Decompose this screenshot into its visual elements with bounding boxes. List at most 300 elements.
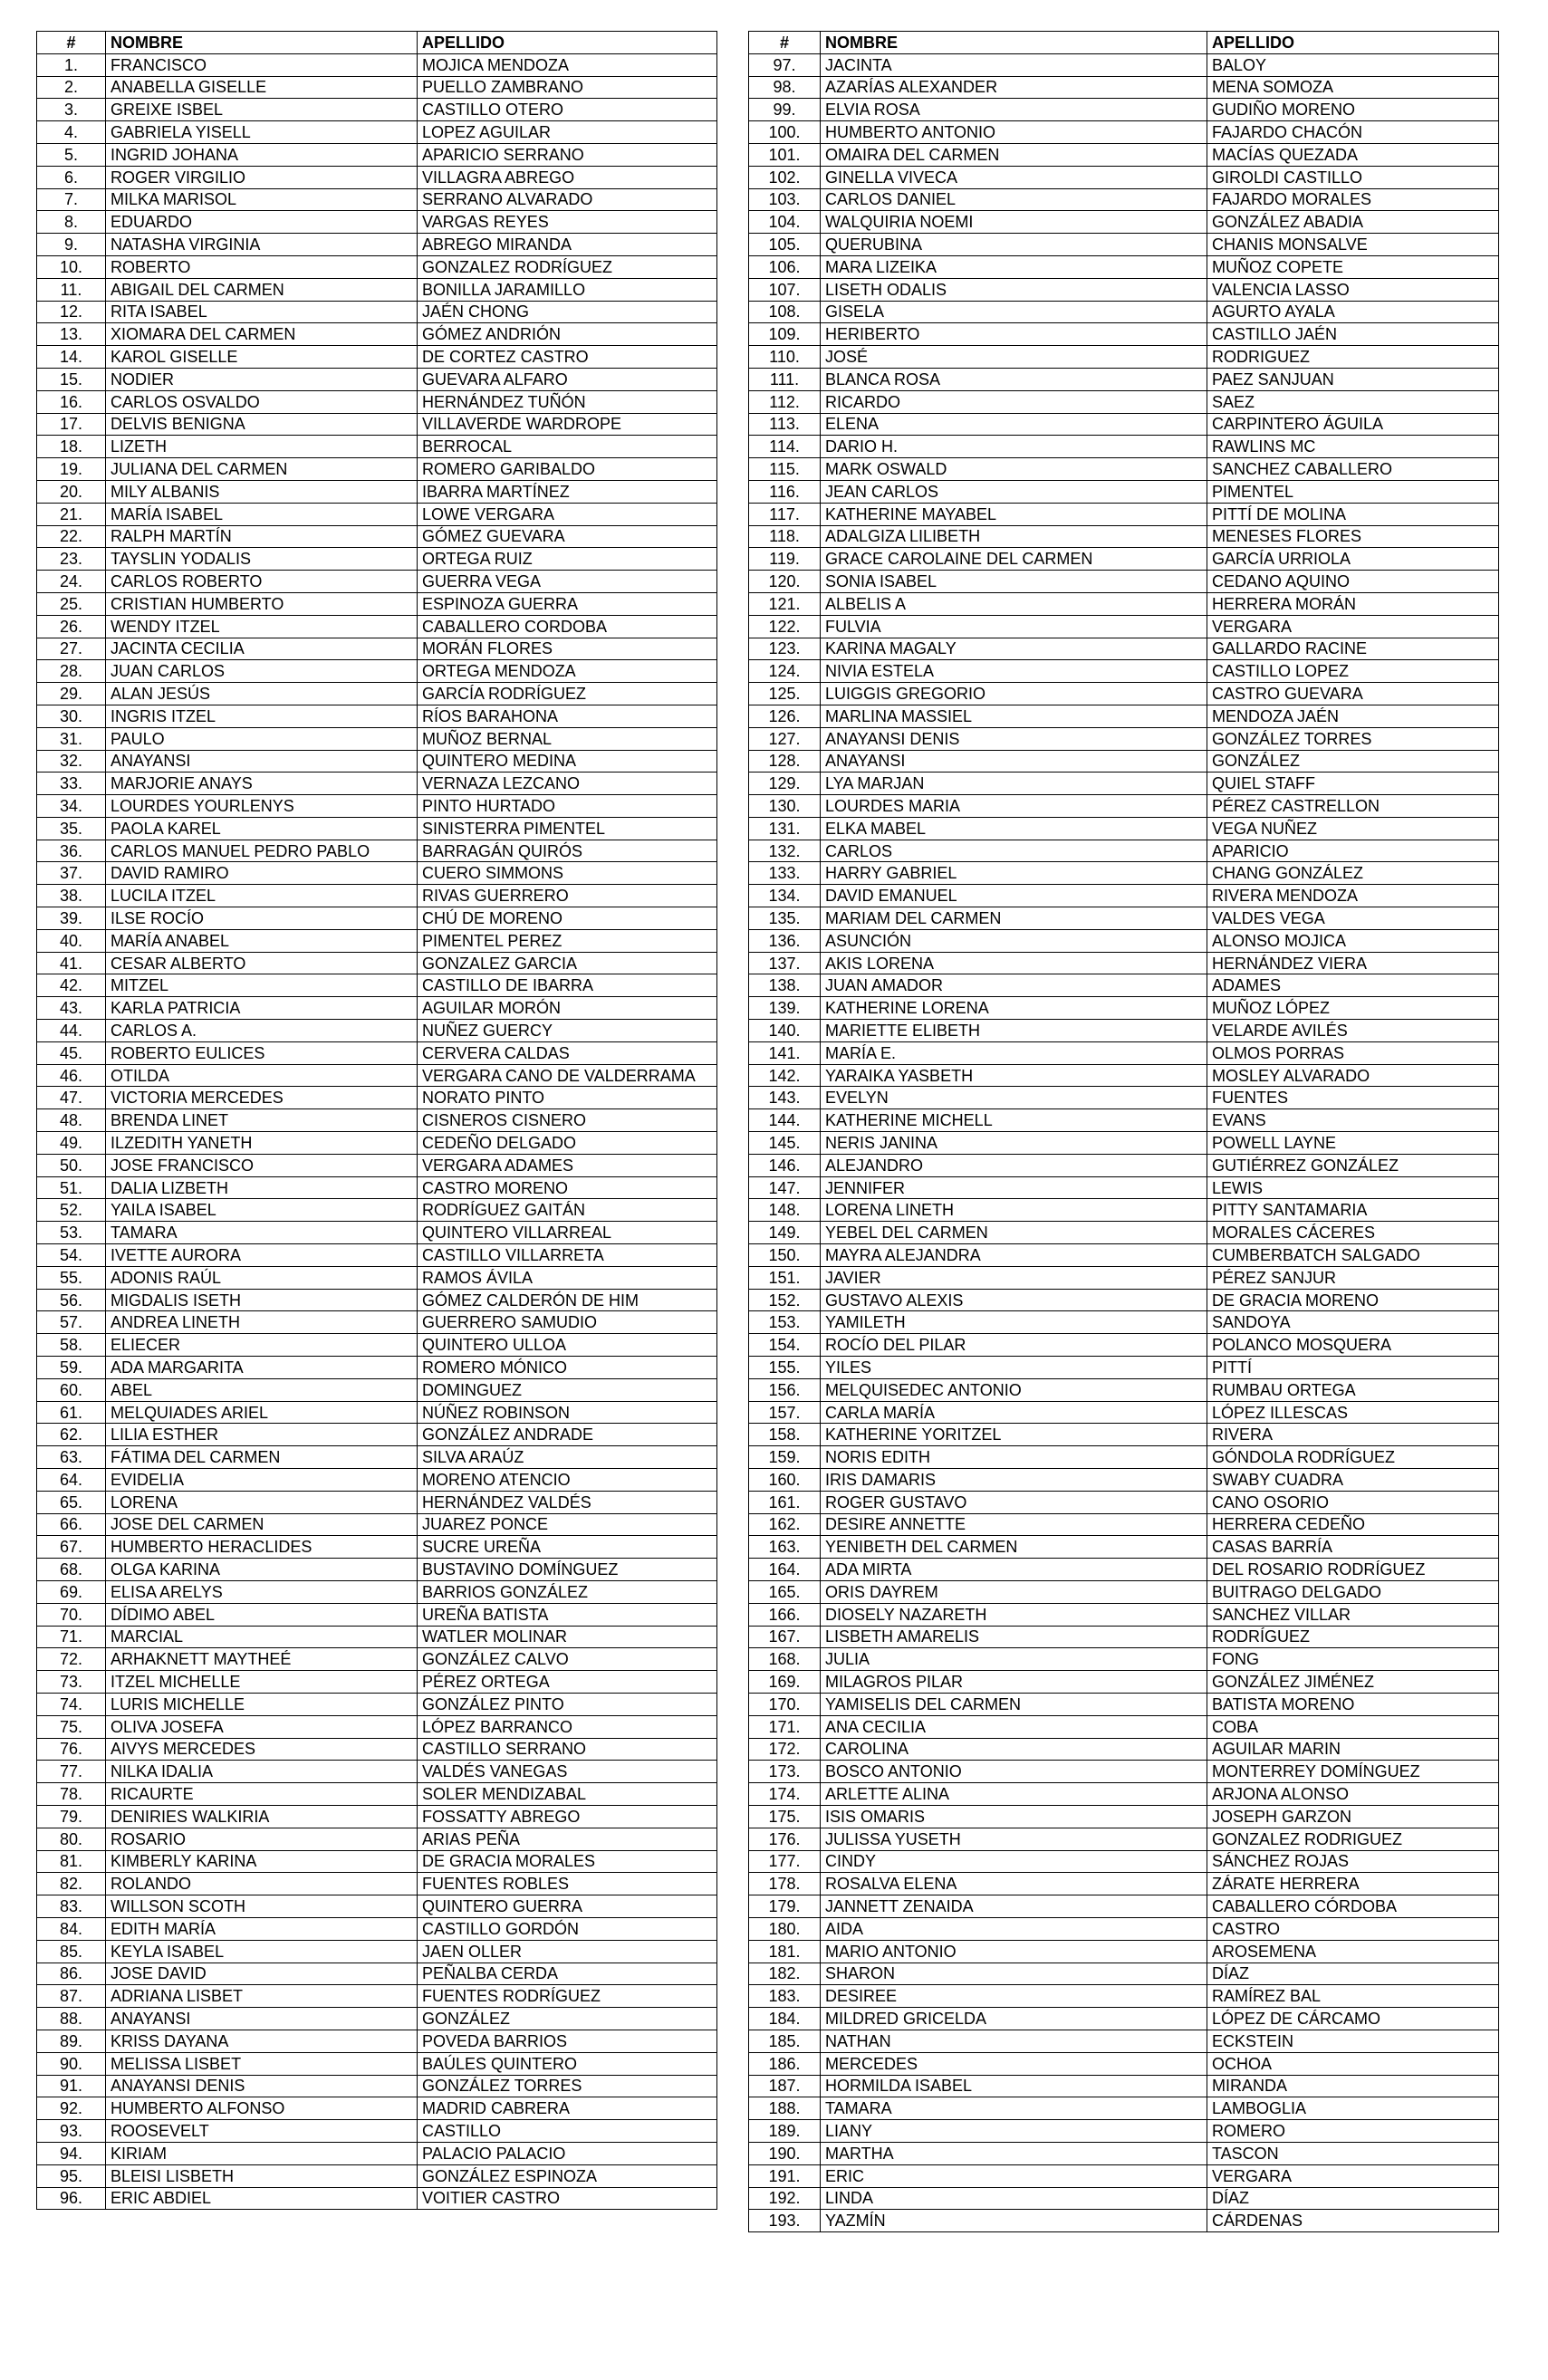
row-number: 107. [749,278,821,301]
table-row [37,503,717,525]
row-number: 81. [37,1850,106,1873]
first-name-cell: HARRY GABRIEL [821,862,1207,885]
row-number: 125. [749,683,821,705]
roster-body-left [37,53,717,2210]
table-row [37,1805,717,1828]
first-name-cell: ANDREA LINETH [106,1311,418,1334]
last-name-cell: LOPEZ AGUILAR [418,121,717,144]
table-row [749,929,1499,952]
last-name-cell: MUÑOZ LÓPEZ [1207,997,1499,1020]
last-name-cell: RUMBAU ORTEGA [1207,1378,1499,1401]
row-number: 126. [749,705,821,727]
table-row [37,1020,717,1042]
row-number: 147. [749,1176,821,1199]
table-row [749,76,1499,99]
last-name-cell: GONZÁLEZ [1207,750,1499,773]
last-name-cell: LÓPEZ ILLESCAS [1207,1401,1499,1424]
first-name-cell: JOSÉ [821,346,1207,369]
first-name-cell: RICAURTE [106,1783,418,1806]
first-name-cell: CINDY [821,1850,1207,1873]
table-row [749,1828,1499,1850]
first-name-cell: EVELYN [821,1087,1207,1109]
table-row [37,571,717,593]
row-number: 157. [749,1401,821,1424]
last-name-cell: MUÑOZ BERNAL [418,727,717,750]
last-name-cell: NUÑEZ GUERCY [418,1020,717,1042]
table-row [37,1873,717,1895]
row-number: 192. [749,2187,821,2210]
first-name-cell: XIOMARA DEL CARMEN [106,323,418,346]
last-name-cell: RIVERA MENDOZA [1207,885,1499,907]
row-number: 143. [749,1087,821,1109]
table-row [749,885,1499,907]
table-row [37,974,717,997]
table-row [749,2120,1499,2143]
row-number: 129. [749,773,821,795]
table-row [749,1580,1499,1603]
first-name-cell: WALQUIRIA NOEMI [821,211,1207,234]
last-name-cell: FUENTES ROBLES [418,1873,717,1895]
row-number: 44. [37,1020,106,1042]
row-number: 10. [37,255,106,278]
row-number: 113. [749,413,821,436]
last-name-cell: NORATO PINTO [418,1087,717,1109]
table-row [37,750,717,773]
row-number: 42. [37,974,106,997]
last-name-cell: JAEN OLLER [418,1940,717,1963]
last-name-cell: TASCON [1207,2142,1499,2164]
row-number: 78. [37,1783,106,1806]
table-row [37,1244,717,1267]
table-row [749,1895,1499,1918]
last-name-cell: VEGA NUÑEZ [1207,817,1499,840]
table-row [749,1985,1499,2008]
row-number: 31. [37,727,106,750]
first-name-cell: DESIREE [821,1985,1207,2008]
table-row [37,1985,717,2008]
first-name-cell: KRISS DAYANA [106,2030,418,2052]
row-number: 79. [37,1805,106,1828]
first-name-cell: GUSTAVO ALEXIS [821,1289,1207,1311]
row-number: 17. [37,413,106,436]
row-number: 169. [749,1671,821,1694]
first-name-cell: ADRIANA LISBET [106,1985,418,2008]
row-number: 122. [749,615,821,638]
table-row [749,571,1499,593]
table-row [37,1850,717,1873]
first-name-cell: CARLOS OSVALDO [106,390,418,413]
row-number: 60. [37,1378,106,1401]
last-name-column-header: APELLIDO [1207,32,1499,54]
last-name-cell: CASTRO MORENO [418,1176,717,1199]
row-number: 135. [749,907,821,930]
last-name-cell: BARRAGÁN QUIRÓS [418,840,717,862]
first-name-cell: JUAN CARLOS [106,660,418,683]
table-row [37,1311,717,1334]
row-number: 186. [749,2052,821,2075]
table-row [749,1154,1499,1176]
table-row [37,1738,717,1761]
row-number: 82. [37,1873,106,1895]
table-row [37,2075,717,2097]
last-name-cell: CASTILLO GORDÓN [418,1917,717,1940]
table-row [749,458,1499,481]
first-name-cell: ROGER GUSTAVO [821,1491,1207,1513]
last-name-cell: CASTILLO JAÉN [1207,323,1499,346]
first-name-cell: EDITH MARÍA [106,1917,418,1940]
last-name-cell: SINISTERRA PIMENTEL [418,817,717,840]
first-name-cell: ROSARIO [106,1828,418,1850]
last-name-cell: FAJARDO MORALES [1207,188,1499,211]
row-number: 35. [37,817,106,840]
first-name-cell: MARJORIE ANAYS [106,773,418,795]
table-row [749,1491,1499,1513]
row-number: 37. [37,862,106,885]
table-row [749,1199,1499,1222]
first-name-cell: CARLOS A. [106,1020,418,1042]
last-name-cell: SWABY CUADRA [1207,1469,1499,1492]
table-row [749,166,1499,188]
last-name-cell: PITTY SANTAMARIA [1207,1199,1499,1222]
last-name-cell: WATLER MOLINAR [418,1626,717,1648]
table-row [37,1041,717,1064]
first-name-cell: ANAYANSI [821,750,1207,773]
row-number: 109. [749,323,821,346]
table-row [37,436,717,458]
row-number: 114. [749,436,821,458]
last-name-cell: GUDIÑO MORENO [1207,99,1499,121]
first-name-cell: ADONIS RAÚL [106,1266,418,1289]
last-name-cell: PAEZ SANJUAN [1207,368,1499,390]
table-row [37,2164,717,2187]
table-row [749,1626,1499,1648]
row-number: 76. [37,1738,106,1761]
first-name-cell: LORENA LINETH [821,1199,1207,1222]
last-name-cell: GUERRA VEGA [418,571,717,593]
row-number: 21. [37,503,106,525]
row-number: 98. [749,76,821,99]
table-row [37,1626,717,1648]
first-name-cell: YEBEL DEL CARMEN [821,1222,1207,1244]
row-number: 87. [37,1985,106,2008]
table-row [749,750,1499,773]
table-row [37,1199,717,1222]
first-name-cell: ANAYANSI DENIS [106,2075,418,2097]
last-name-cell: JUAREZ PONCE [418,1513,717,1536]
last-name-cell: GÓMEZ CALDERÓN DE HIM [418,1289,717,1311]
row-number: 59. [37,1357,106,1379]
table-row [37,1289,717,1311]
row-number: 138. [749,974,821,997]
table-row [37,99,717,121]
last-name-cell: BALOY [1207,53,1499,76]
first-name-cell: IRIS DAMARIS [821,1469,1207,1492]
row-number: 153. [749,1311,821,1334]
row-number: 25. [37,592,106,615]
row-number: 18. [37,436,106,458]
last-name-cell: CABALLERO CÓRDOBA [1207,1895,1499,1918]
first-name-cell: KARLA PATRICIA [106,997,418,1020]
first-name-cell: LIZETH [106,436,418,458]
first-name-cell: VICTORIA MERCEDES [106,1087,418,1109]
table-row [749,2142,1499,2164]
last-name-cell: LOWE VERGARA [418,503,717,525]
first-name-cell: OLGA KARINA [106,1559,418,1581]
row-number: 181. [749,1940,821,1963]
first-name-cell: GISELA [821,301,1207,323]
row-number: 154. [749,1334,821,1357]
last-name-cell: CERVERA CALDAS [418,1041,717,1064]
last-name-cell: SAEZ [1207,390,1499,413]
table-row [749,727,1499,750]
table-row [37,840,717,862]
table-row [749,143,1499,166]
row-number: 43. [37,997,106,1020]
last-name-cell: VERNAZA LEZCANO [418,773,717,795]
row-number: 141. [749,1041,821,1064]
last-name-cell: DEL ROSARIO RODRÍGUEZ [1207,1559,1499,1581]
table-row [37,390,717,413]
table-row [37,2052,717,2075]
first-name-cell: TAMARA [821,2097,1207,2120]
table-row [749,615,1499,638]
first-name-cell: WENDY ITZEL [106,615,418,638]
row-number: 127. [749,727,821,750]
first-name-cell: ROBERTO EULICES [106,1041,418,1064]
first-name-cell: ALAN JESÚS [106,683,418,705]
last-name-cell: CASTILLO OTERO [418,99,717,121]
first-name-cell: DELVIS BENIGNA [106,413,418,436]
row-number: 187. [749,2075,821,2097]
row-number: 134. [749,885,821,907]
table-row [37,76,717,99]
last-name-cell: RODRIGUEZ [1207,346,1499,369]
last-name-cell: QUINTERO MEDINA [418,750,717,773]
first-name-cell: MARIO ANTONIO [821,1940,1207,1963]
table-row [749,660,1499,683]
row-number: 116. [749,480,821,503]
first-name-cell: KATHERINE MAYABEL [821,503,1207,525]
number-column-header: # [749,32,821,54]
last-name-cell: DÍAZ [1207,2187,1499,2210]
row-number: 34. [37,795,106,818]
first-name-cell: DALIA LIZBETH [106,1176,418,1199]
table-row [37,1895,717,1918]
row-number: 67. [37,1536,106,1559]
first-name-cell: DAVID RAMIRO [106,862,418,885]
table-row [37,548,717,571]
row-number: 155. [749,1357,821,1379]
table-row [37,1176,717,1199]
row-number: 163. [749,1536,821,1559]
table-row [37,188,717,211]
first-name-cell: HUMBERTO HERACLIDES [106,1536,418,1559]
last-name-cell: RAWLINS MC [1207,436,1499,458]
last-name-cell: GONZALEZ RODRIGUEZ [1207,1828,1499,1850]
last-name-cell: ROMERO MÓNICO [418,1357,717,1379]
first-name-cell: ERIC [821,2164,1207,2187]
table-row [749,436,1499,458]
first-name-cell: CAROLINA [821,1738,1207,1761]
first-name-cell: LOURDES YOURLENYS [106,795,418,818]
row-number: 185. [749,2030,821,2052]
last-name-cell: OLMOS PORRAS [1207,1041,1499,1064]
row-number: 128. [749,750,821,773]
last-name-cell: MENESES FLORES [1207,525,1499,548]
last-name-cell: CANO OSORIO [1207,1491,1499,1513]
first-name-cell: MARIETTE ELIBETH [821,1020,1207,1042]
first-name-cell: ORIS DAYREM [821,1580,1207,1603]
row-number: 30. [37,705,106,727]
first-name-cell: MARA LIZEIKA [821,255,1207,278]
first-name-cell: NODIER [106,368,418,390]
table-row [37,166,717,188]
table-row [37,1378,717,1401]
last-name-cell: ROMERO GARIBALDO [418,458,717,481]
first-name-cell: MILAGROS PILAR [821,1671,1207,1694]
table-row [37,121,717,144]
table-row [37,817,717,840]
first-name-cell: HORMILDA ISABEL [821,2075,1207,2097]
last-name-cell: RÍOS BARAHONA [418,705,717,727]
last-name-cell: MORALES CÁCERES [1207,1222,1499,1244]
last-name-cell: GUEVARA ALFARO [418,368,717,390]
row-number: 117. [749,503,821,525]
table-row [749,121,1499,144]
table-row [749,211,1499,234]
first-name-cell: ANABELLA GISELLE [106,76,418,99]
first-name-cell: KIMBERLY KARINA [106,1850,418,1873]
row-number: 179. [749,1895,821,1918]
first-name-cell: AIVYS MERCEDES [106,1738,418,1761]
row-number: 183. [749,1985,821,2008]
row-number: 111. [749,368,821,390]
table-row [749,1289,1499,1311]
last-name-cell: BATISTA MORENO [1207,1693,1499,1715]
table-row [37,53,717,76]
row-number: 105. [749,234,821,256]
row-number: 3. [37,99,106,121]
last-name-cell: PÉREZ ORTEGA [418,1671,717,1694]
row-number: 26. [37,615,106,638]
row-number: 151. [749,1266,821,1289]
last-name-cell: DÍAZ [1207,1963,1499,1985]
first-name-cell: YAILA ISABEL [106,1199,418,1222]
row-number: 13. [37,323,106,346]
first-name-cell: LUIGGIS GREGORIO [821,683,1207,705]
row-number: 4. [37,121,106,144]
table-row [37,1222,717,1244]
table-row [37,1087,717,1109]
first-name-column-header: NOMBRE [821,32,1207,54]
table-row [749,1761,1499,1783]
first-name-cell: ABEL [106,1378,418,1401]
table-row [749,1873,1499,1895]
first-name-cell: RITA ISABEL [106,301,418,323]
table-row [749,2164,1499,2187]
table-row [749,2030,1499,2052]
row-number: 119. [749,548,821,571]
last-name-cell: HERRERA CEDEÑO [1207,1513,1499,1536]
last-name-cell: NÚÑEZ ROBINSON [418,1401,717,1424]
first-name-cell: MARÍA ISABEL [106,503,418,525]
first-name-cell: GRACE CAROLAINE DEL CARMEN [821,548,1207,571]
last-name-cell: FUENTES RODRÍGUEZ [418,1985,717,2008]
last-name-cell: UREÑA BATISTA [418,1603,717,1626]
last-name-cell: ALONSO MOJICA [1207,929,1499,952]
last-name-cell: COBA [1207,1715,1499,1738]
first-name-cell: MELQUISEDEC ANTONIO [821,1378,1207,1401]
row-number: 39. [37,907,106,930]
row-number: 188. [749,2097,821,2120]
last-name-cell: DOMINGUEZ [418,1378,717,1401]
first-name-cell: MARTHA [821,2142,1207,2164]
first-name-cell: DÍDIMO ABEL [106,1603,418,1626]
table-row [37,1424,717,1446]
last-name-cell: LEWIS [1207,1176,1499,1199]
first-name-cell: YAMISELIS DEL CARMEN [821,1693,1207,1715]
first-name-cell: KEYLA ISABEL [106,1940,418,1963]
last-name-cell: BERROCAL [418,436,717,458]
last-name-cell: BUITRAGO DELGADO [1207,1580,1499,1603]
roster-table-left [36,31,717,2210]
first-name-cell: ABIGAIL DEL CARMEN [106,278,418,301]
first-name-cell: KARINA MAGALY [821,638,1207,660]
table-row [37,1357,717,1379]
last-name-cell: BAÚLES QUINTERO [418,2052,717,2075]
first-name-cell: OLIVA JOSEFA [106,1715,418,1738]
row-number: 50. [37,1154,106,1176]
table-row [749,1176,1499,1199]
table-row [749,1109,1499,1132]
last-name-cell: GONZÁLEZ ANDRADE [418,1424,717,1446]
first-name-cell: CARLA MARÍA [821,1401,1207,1424]
row-number: 96. [37,2187,106,2210]
last-name-cell: DE CORTEZ CASTRO [418,346,717,369]
last-name-cell: RODRÍGUEZ GAITÁN [418,1199,717,1222]
row-number: 83. [37,1895,106,1918]
table-row [37,346,717,369]
row-number: 121. [749,592,821,615]
row-number: 164. [749,1559,821,1581]
last-name-cell: CABALLERO CORDOBA [418,615,717,638]
row-number: 89. [37,2030,106,2052]
table-row [37,1266,717,1289]
row-number: 64. [37,1469,106,1492]
last-name-cell: RAMÍREZ BAL [1207,1985,1499,2008]
row-number: 148. [749,1199,821,1222]
first-name-cell: MAYRA ALEJANDRA [821,1244,1207,1267]
row-number: 49. [37,1132,106,1155]
last-name-cell: VOITIER CASTRO [418,2187,717,2210]
last-name-cell: ABREGO MIRANDA [418,234,717,256]
table-row [37,683,717,705]
row-number: 175. [749,1805,821,1828]
row-number: 55. [37,1266,106,1289]
row-number: 65. [37,1491,106,1513]
row-number: 159. [749,1446,821,1469]
last-name-cell: VALDES VEGA [1207,907,1499,930]
first-name-cell: HUMBERTO ALFONSO [106,2097,418,2120]
table-row [749,907,1499,930]
row-number: 102. [749,166,821,188]
first-name-cell: GABRIELA YISELL [106,121,418,144]
last-name-cell: QUIEL STAFF [1207,773,1499,795]
row-number: 149. [749,1222,821,1244]
table-row [749,278,1499,301]
first-name-cell: QUERUBINA [821,234,1207,256]
last-name-cell: CÁRDENAS [1207,2210,1499,2232]
